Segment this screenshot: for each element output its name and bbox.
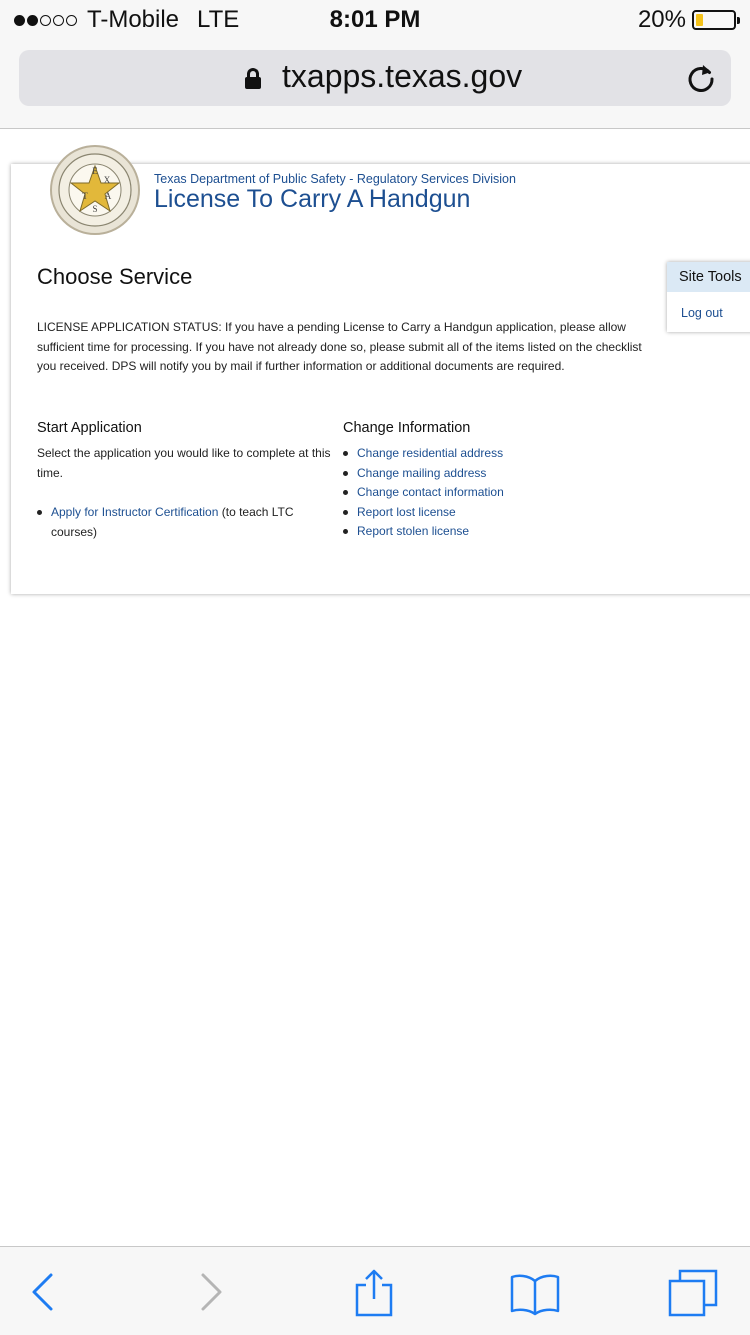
carrier-name: T-Mobile: [87, 6, 180, 33]
tabs-icon[interactable]: [668, 1267, 718, 1317]
report-stolen-license-link[interactable]: Report stolen license: [357, 524, 470, 538]
app-title[interactable]: License To Carry A Handgun: [154, 185, 471, 213]
change-information-title: Change Information: [343, 420, 471, 436]
change-residential-address-link[interactable]: Change residential address: [357, 446, 504, 460]
reload-icon[interactable]: [685, 62, 717, 94]
status-right: [638, 6, 736, 34]
network-type: LTE: [197, 6, 240, 33]
list-item: [37, 503, 337, 542]
seal-letter-t: T: [82, 191, 88, 201]
seal-letter-a: A: [104, 191, 112, 201]
status-time: 8:01 PM: [329, 6, 421, 33]
page-card: [11, 164, 750, 594]
list-item-suffix: (to teach LTC courses): [51, 505, 294, 539]
battery-level: [696, 14, 703, 26]
start-application-section: [37, 420, 337, 542]
dps-seal-icon: [49, 144, 141, 236]
seal-letter-x: X: [103, 175, 111, 185]
logout-link[interactable]: Log out: [681, 306, 723, 320]
share-icon[interactable]: [349, 1267, 399, 1317]
site-tools-title[interactable]: Site Tools: [667, 262, 750, 292]
list-item: [343, 503, 643, 523]
start-application-description: Select the application you would like to complete at this time.: [37, 446, 331, 480]
change-information-list: [343, 444, 643, 542]
change-information-section: [343, 420, 643, 542]
browser-toolbar: [0, 1246, 750, 1335]
agency-name: Texas Department of Public Safety - Regulatory Services Division: [154, 172, 516, 186]
list-item: [343, 522, 643, 542]
site-tools-panel: [667, 262, 750, 332]
report-lost-license-link[interactable]: Report lost license: [357, 504, 456, 519]
list-item: [343, 483, 643, 503]
change-contact-information-link[interactable]: Change contact information: [357, 485, 504, 499]
list-item: [343, 444, 643, 464]
list-item: [343, 464, 643, 484]
start-application-title: Start Application: [37, 420, 142, 436]
apply-instructor-certification-link[interactable]: Apply for Instructor Certification: [51, 505, 219, 519]
battery-icon: [692, 10, 736, 30]
bookmarks-icon[interactable]: [510, 1267, 560, 1317]
seal-letter-e: E: [92, 166, 98, 176]
application-status-message: LICENSE APPLICATION STATUS: If you have a pending License to Carry a Handgun application, please allow sufficient time for processing. If you have not already done so, please submit all of the items listed on the checklist you received. DPS will notify you by mail if further information or additional documents are required.: [37, 320, 642, 373]
page-title: Choose Service: [37, 264, 193, 289]
forward-icon[interactable]: [186, 1267, 236, 1317]
status-bar: [0, 0, 750, 42]
url-text[interactable]: txapps.texas.gov: [282, 58, 523, 94]
seal-letter-s: S: [92, 204, 98, 214]
lock-icon: [245, 68, 261, 88]
browser-address-area: [0, 42, 750, 129]
back-icon[interactable]: [18, 1267, 68, 1317]
start-application-list: [37, 503, 337, 542]
battery-percent: 20%: [637, 6, 686, 33]
address-bar[interactable]: [19, 50, 731, 106]
change-mailing-address-link[interactable]: Change mailing address: [357, 465, 487, 480]
